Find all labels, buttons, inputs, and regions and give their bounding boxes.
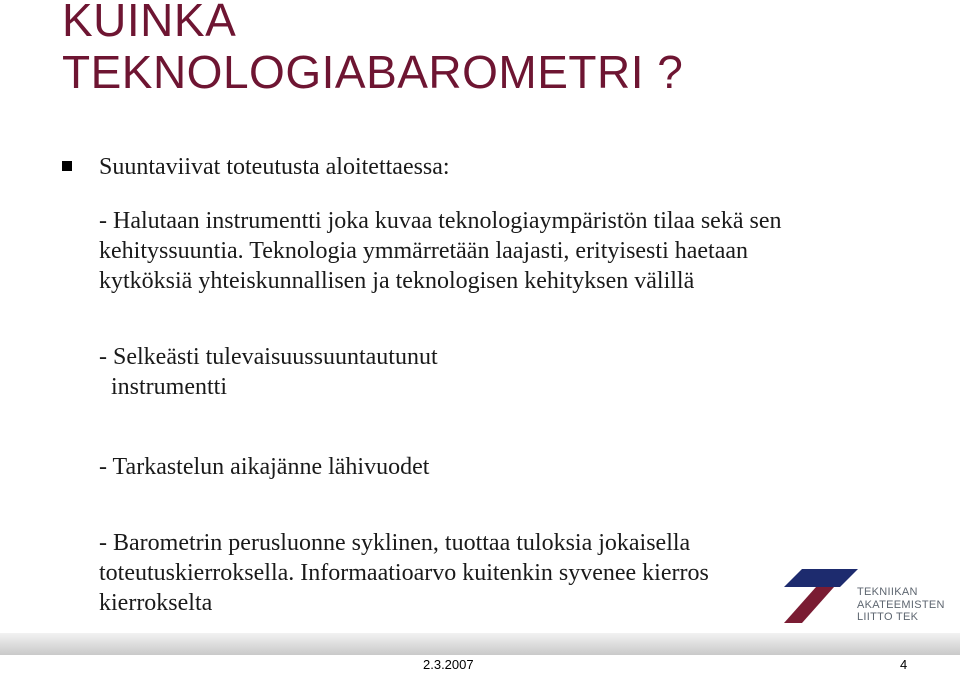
paragraph-line: toteutuskierroksella. Informaatioarvo kuitenkin syvenee kierros xyxy=(99,560,709,586)
paragraph-line: - Barometrin perusluonne syklinen, tuottaa tuloksia jokaisella xyxy=(99,530,691,556)
tek-logo xyxy=(780,565,950,627)
bullet-text: Suuntaviivat toteutusta aloitettaessa: xyxy=(99,154,450,180)
paragraph-future-oriented xyxy=(99,342,438,402)
logo-text xyxy=(857,586,945,624)
logo-text-line: AKATEEMISTEN xyxy=(857,598,945,611)
footer-date: 2.3.2007 xyxy=(423,657,474,672)
footer-bar xyxy=(0,633,960,655)
tek-logo-mark-icon xyxy=(780,565,860,627)
paragraph-line: kierrokselta xyxy=(99,590,213,616)
paragraph-line: - Selkeästi tulevaisuussuuntautunut xyxy=(99,344,438,370)
paragraph-instrument xyxy=(99,206,781,296)
paragraph-line: kehityssuuntia. Teknologia ymmärretään laajasti, erityisesti haetaan xyxy=(99,238,749,264)
logo-text-line: LIITTO TEK xyxy=(857,611,919,623)
paragraph-cyclic-nature xyxy=(99,528,709,618)
paragraph-line: kytköksiä yhteiskunnallisen ja teknologisen kehityksen välillä xyxy=(99,268,695,294)
paragraph-line: - Tarkastelun aikajänne lähivuodet xyxy=(99,454,430,480)
slide-title xyxy=(62,0,683,98)
title-line-1: KUINKA xyxy=(62,0,237,46)
paragraph-line: - Halutaan instrumentti joka kuvaa teknologiaympäristön tilaa sekä sen xyxy=(99,208,782,234)
paragraph-line: instrumentti xyxy=(111,374,227,400)
square-bullet-icon xyxy=(62,161,72,171)
logo-text-line: TEKNIIKAN xyxy=(857,586,918,598)
page-number: 4 xyxy=(900,657,908,672)
title-line-2: TEKNOLOGIABAROMETRI ? xyxy=(62,46,684,98)
paragraph-timespan xyxy=(99,452,429,482)
